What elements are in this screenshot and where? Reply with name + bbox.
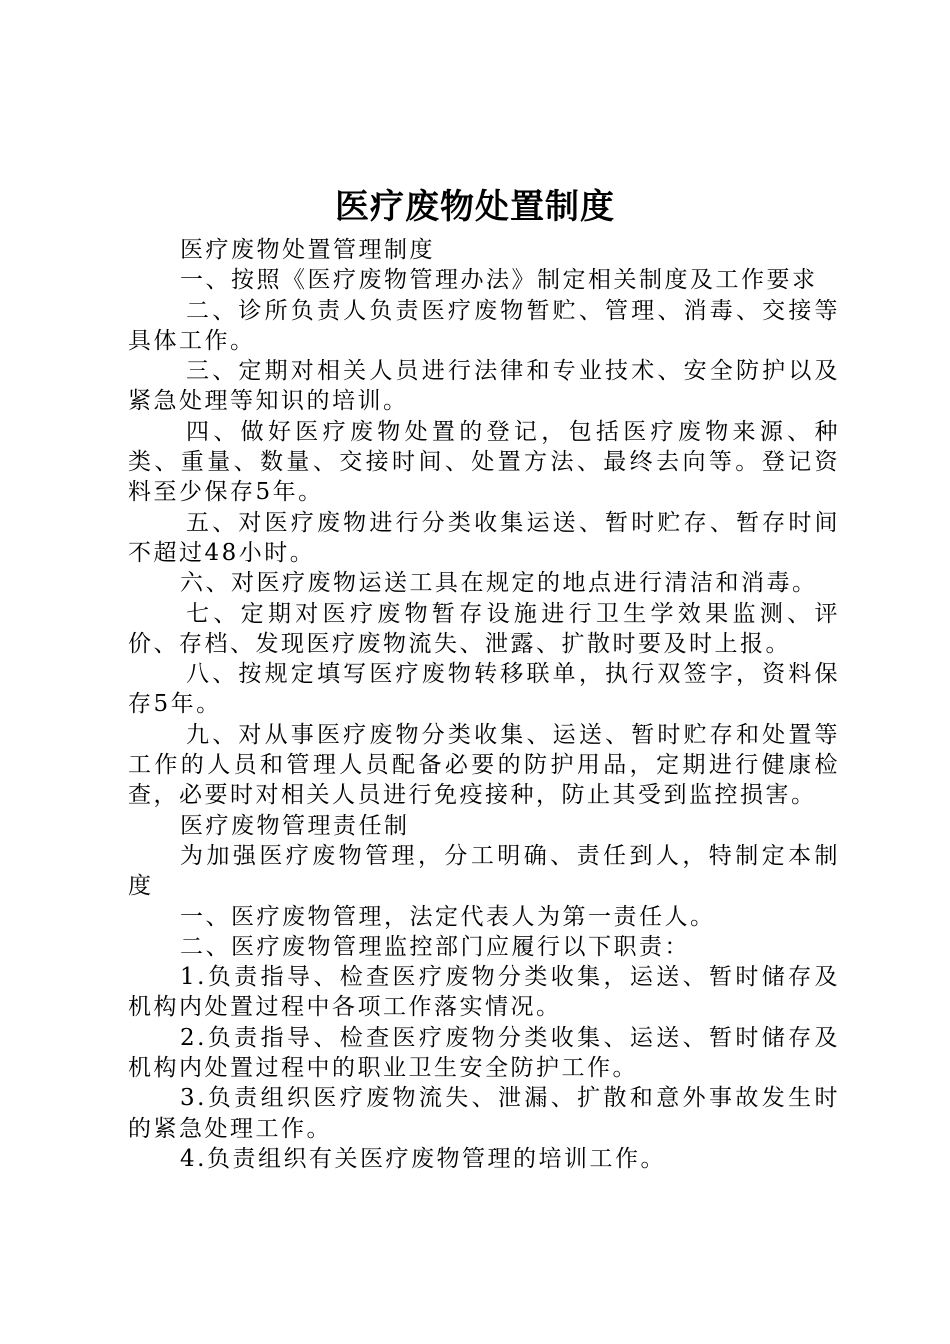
paragraph: 三、定期对相关人员进行法律和专业技术、安全防护以及紧急处理等知识的培训。 (128, 358, 840, 415)
paragraph: 1.负责指导、检查医疗废物分类收集，运送、暂时储存及机构内处置过程中各项工作落实情况。 (128, 964, 840, 1021)
paragraph: 一、按照《医疗废物管理办法》制定相关制度及工作要求 (180, 267, 818, 294)
paragraph: 七、定期对医疗废物暂存设施进行卫生学效果监测、评价、存档、发现医疗废物流失、泄露、扩散时要及时上报。 (128, 600, 840, 657)
paragraph: 四、做好医疗废物处置的登记，包括医疗废物来源、种类、重量、数量、交接时间、处置方法、最终去向等。登记资料至少保存5年。 (128, 418, 840, 506)
paragraph: 一、医疗废物管理，法定代表人为第一责任人。 (180, 903, 716, 930)
paragraph: 二、医疗废物管理监控部门应履行以下职责： (180, 933, 690, 960)
paragraph: 九、对从事医疗废物分类收集、运送、暂时贮存和处置等工作的人员和管理人员配备必要的防护用品，定期进行健康检查，必要时对相关人员进行免疫接种，防止其受到监控损害。 (128, 721, 840, 809)
paragraph: 2.负责指导、检查医疗废物分类收集、运送、暂时储存及机构内处置过程中的职业卫生安全防护工作。 (128, 1024, 840, 1082)
paragraph: 八、按规定填写医疗废物转移联单，执行双签字，资料保存5年。 (128, 661, 840, 718)
paragraph: 为加强医疗废物管理，分工明确、责任到人，特制定本制度 (128, 842, 840, 900)
document-title: 医疗废物处置制度 (335, 187, 615, 227)
paragraph: 4.负责组织有关医疗废物管理的培训工作。 (180, 1145, 666, 1172)
section-heading: 医疗废物处置管理制度 (180, 237, 435, 263)
paragraph: 六、对医疗废物运送工具在规定的地点进行清洁和消毒。 (180, 570, 818, 597)
section-heading: 医疗废物管理责任制 (180, 812, 410, 839)
paragraph: 五、对医疗废物进行分类收集运送、暂时贮存、暂存时间不超过48小时。 (128, 509, 840, 566)
paragraph: 二、诊所负责人负责医疗废物暂贮、管理、消毒、交接等具体工作。 (128, 297, 840, 354)
document-body (128, 235, 840, 1174)
paragraph: 3.负责组织医疗废物流失、泄漏、扩散和意外事故发生时的紧急处理工作。 (128, 1085, 840, 1142)
